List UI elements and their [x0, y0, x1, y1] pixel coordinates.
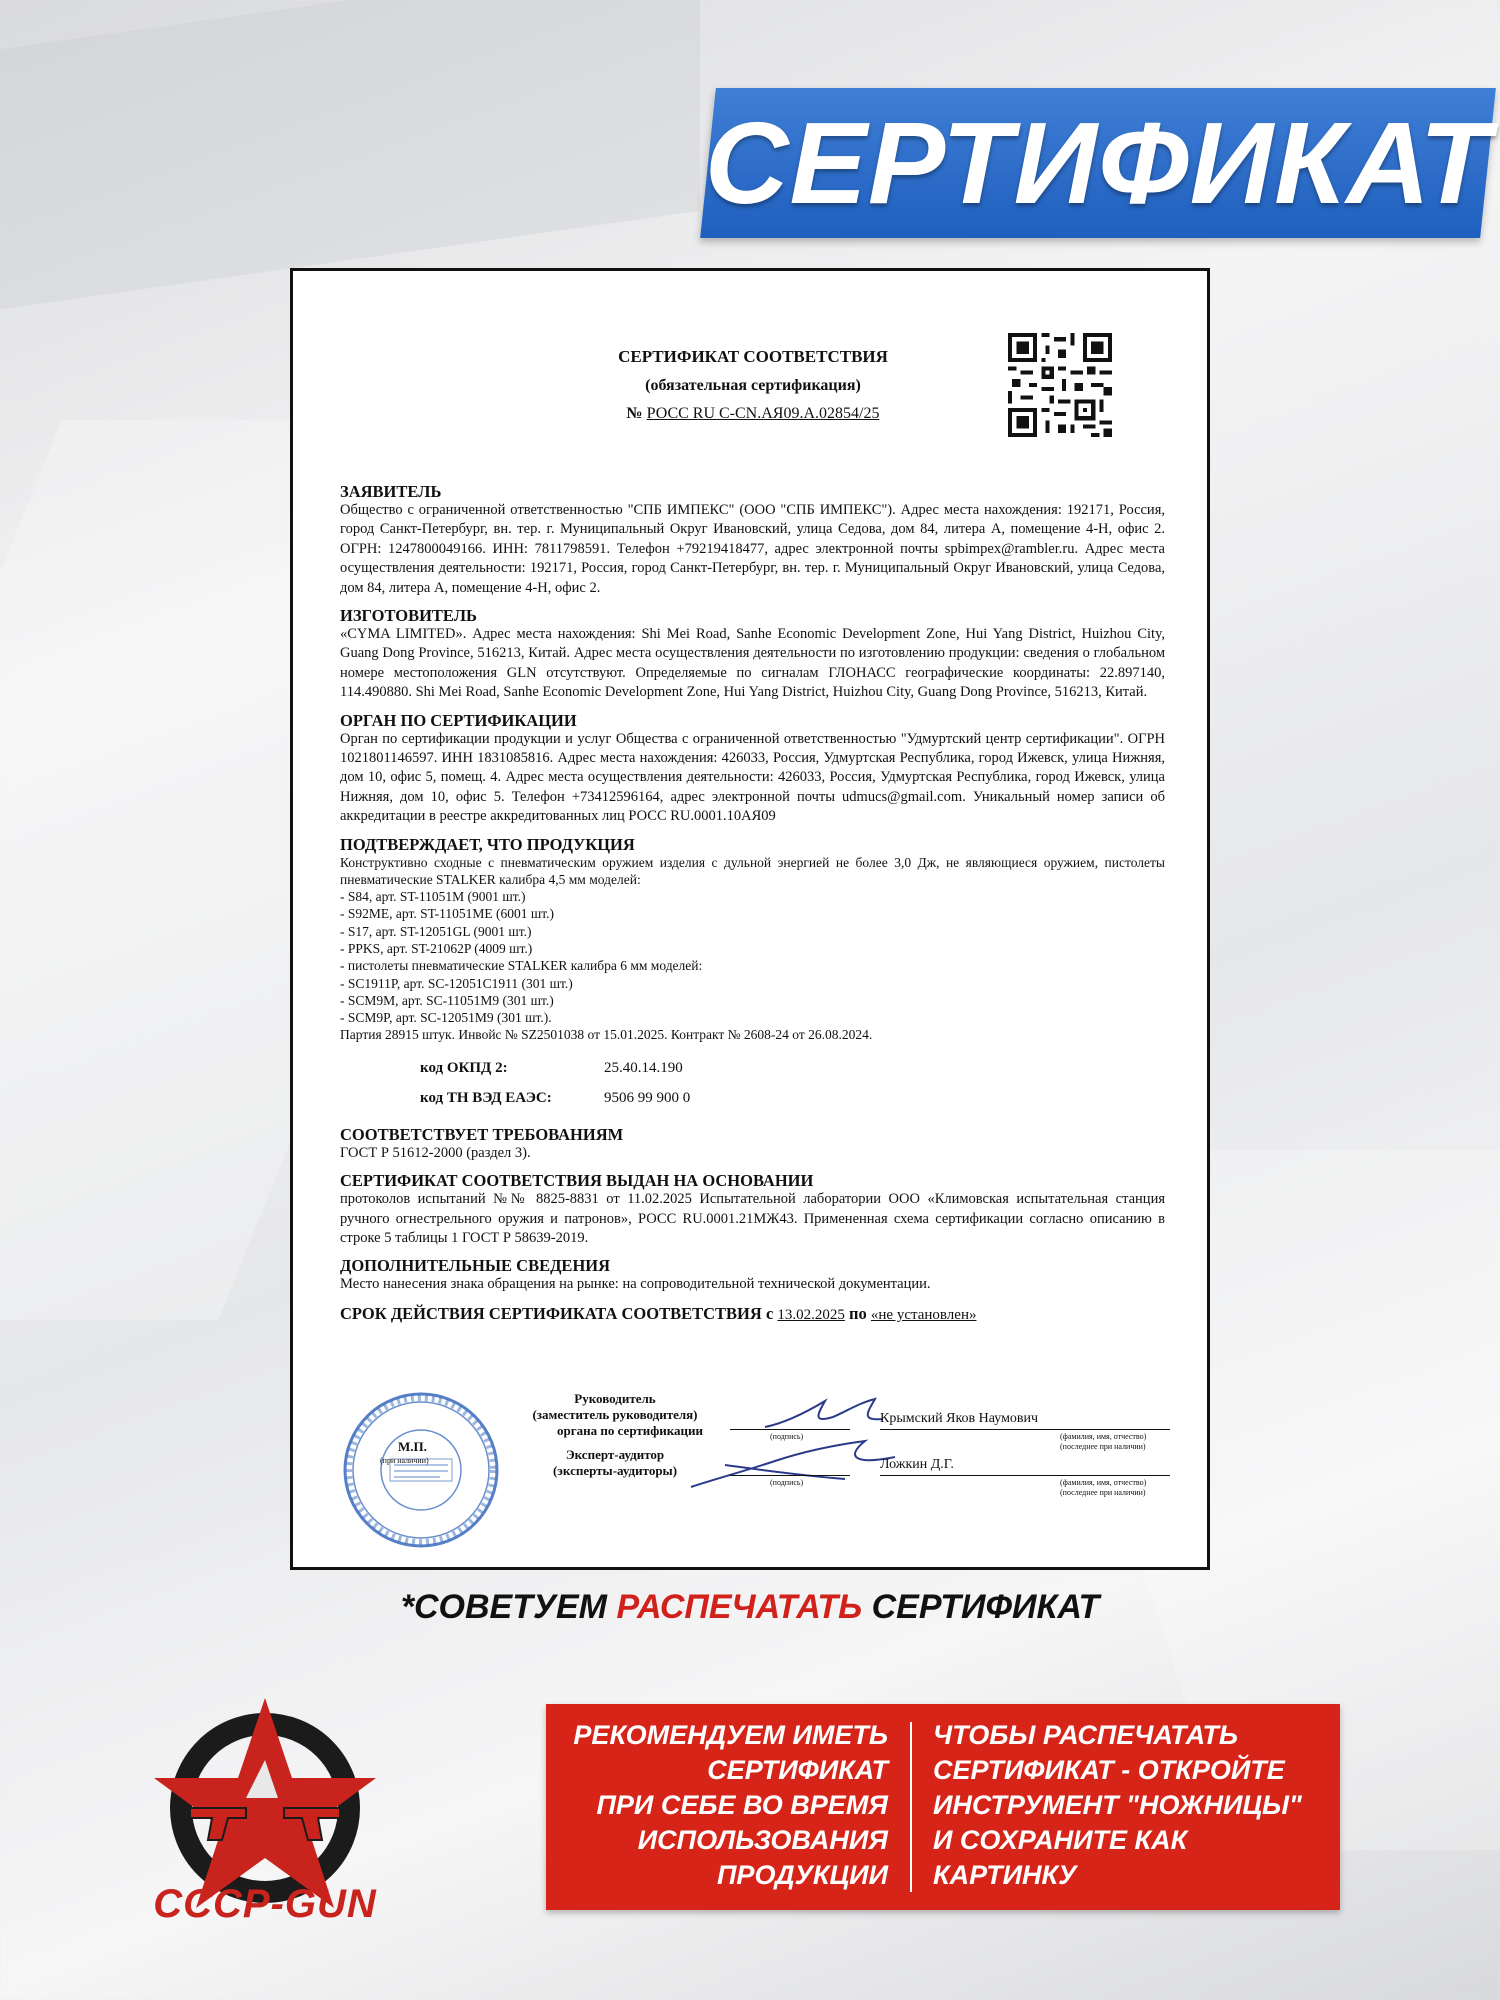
product-section [340, 836, 1165, 1044]
applicant-section [340, 483, 1165, 598]
panel-line: РЕКОМЕНДУЕМ ИМЕТЬ [573, 1720, 888, 1750]
panel-right-text [933, 1718, 1333, 1893]
okpd-row [420, 1054, 1165, 1084]
panel-line: СЕРТИФИКАТ [707, 1755, 888, 1785]
product-intro: Конструктивно сходные с пневматическим оружием изделия с дульной энергией не более 3,0 Дж, не являющиеся оружием, пистолеты пневматические STALKER калибра 4,5 мм моделей: [340, 854, 1165, 887]
expert-label-line: Эксперт-аудитор [565, 1447, 665, 1462]
expert-name: Ложкин Д.Г. [880, 1457, 954, 1472]
panel-line: ПРОДУКЦИИ [717, 1860, 888, 1890]
validity-line [340, 1304, 1165, 1324]
number-prefix: № [626, 405, 643, 422]
name-caption: (последнее при наличии) [1060, 1488, 1146, 1497]
panel-divider [910, 1722, 912, 1892]
product-line: - SCM9P, арт. SC-12051M9 (301 шт.). [340, 1010, 552, 1026]
panel-line: КАРТИНКУ [933, 1860, 1077, 1890]
signature-block [340, 1391, 1170, 1549]
additional-heading: ДОПОЛНИТЕЛЬНЫЕ СВЕДЕНИЯ [340, 1256, 611, 1276]
product-line: - SCM9M, арт. SC-11051M9 (301 шт.) [340, 992, 554, 1008]
basis-text: протоколов испытаний №№ 8825-8831 от 11.02.2025 Испытательной лаборатории ООО «Климовская испытательная станция ручного огнестрельного оружия и патронов», РОСС RU.0001.21МЖ43. Примененная схема сертификации согласно описанию в строке 5 таблицы 1 ГОСТ Р 58639-2019. [340, 1191, 1165, 1246]
applicant-heading: ЗАЯВИТЕЛЬ [340, 482, 442, 501]
validity-to-value: «не установлен» [870, 1306, 977, 1323]
certificate-document [290, 268, 1210, 1570]
head-name: Крымский Яков Наумович [880, 1411, 1039, 1426]
signature-line [730, 1475, 850, 1476]
qr-code-icon [1008, 333, 1112, 437]
certificate-title: СЕРТИФИКАТ СООТВЕТСТВИЯ [618, 347, 888, 366]
panel-line: СЕРТИФИКАТ - ОТКРОЙТЕ [933, 1755, 1285, 1785]
name-line [880, 1475, 1170, 1476]
product-line: - пистолеты пневматические STALKER калибра 6 мм моделей: [340, 958, 703, 974]
validity-from-date: 13.02.2025 [777, 1306, 845, 1323]
certification-body-heading: ОРГАН ПО СЕРТИФИКАЦИИ [340, 710, 577, 730]
panel-line: И СОХРАНИТЕ КАК [933, 1825, 1188, 1855]
requirements-text: ГОСТ Р 51612-2000 (раздел 3). [340, 1144, 531, 1161]
manufacturer-heading: ИЗГОТОВИТЕЛЬ [340, 606, 477, 626]
certification-body-section [340, 712, 1165, 827]
advice-prefix: *СОВЕТУЕМ [400, 1588, 617, 1626]
name-caption: (последнее при наличии) [1060, 1442, 1146, 1451]
product-line: - S84, арт. ST-11051M (9001 шт.) [340, 889, 526, 905]
requirements-section [340, 1126, 1165, 1163]
name-line [880, 1429, 1170, 1430]
stamp-place-note: (при наличии) [380, 1456, 429, 1465]
product-line: - PPKS, арт. ST-21062P (4009 шт.) [340, 940, 533, 956]
okpd-label: код ОКПД 2: [420, 1060, 508, 1077]
certificate-body [340, 483, 1165, 1324]
panel-line: ЧТОБЫ РАСПЕЧАТАТЬ [933, 1720, 1238, 1750]
head-signature-icon [755, 1393, 895, 1437]
tnved-label: код ТН ВЭД ЕАЭС: [420, 1090, 552, 1107]
panel-line: ИНСТРУМЕНТ "НОЖНИЦЫ" [933, 1790, 1302, 1820]
panel-left-text [546, 1718, 888, 1893]
product-line: - S92ME, арт. ST-11051ME (6001 шт.) [340, 906, 554, 922]
applicant-text: Общество с ограниченной ответственностью "СПБ ИМПЕКС" (ООО "СПБ ИМПЕКС"). Адрес места нахождения: 192171, Россия, город Санкт-Петербург, вн. тер. г. Муниципальный Округ Ивановский, улица Седова, дом 84, литера А, помещение 4-Н, офис 2. ОГРН: 1247800049166. ИНН: 7811798591. Телефон +79219418477, адрес электронной почты spbimpex@rambler.ru. Адрес места осуществления деятельности: 192171, Россия, город Санкт-Петербург, вн. тер. г. Муниципальный Округ Ивановский, улица Седова, дом 84, литера А, помещение 4-Н, офис 2. [340, 502, 1165, 596]
background-shape [0, 0, 700, 309]
head-label-line: (заместитель руководителя) [532, 1407, 698, 1422]
advice-highlight: РАСПЕЧАТАТЬ [616, 1588, 863, 1626]
logo-text: CCCP-GUN [153, 1882, 377, 1926]
additional-text: Место нанесения знака обращения на рынке: на сопроводительной технической документации. [340, 1276, 931, 1293]
manufacturer-text: «CYMA LIMITED». Адрес места нахождения: Shi Mei Road, Sanhe Economic Development Zone, Hui Yang District, Huizhou City, Guang Dong Province, 516213, Китай. Адрес места осуществления деятельности по изготовлению продукции: сведения о глобальном номере местоположения GLN отсутствуют. Определяемые по сигналам ГЛОНАСС географические координаты: 22.897140, 114.490880. Shi Mei Road, Sanhe Economic Development Zone, Hui Yang District, Huizhou City, Guang Dong Province, 516213, Китай. [340, 626, 1165, 701]
head-label-line: Руководитель [574, 1391, 656, 1406]
panel-line: ИСПОЛЬЗОВАНИЯ [637, 1825, 888, 1855]
basis-section [340, 1172, 1165, 1248]
head-label-line: органа по сертификации [557, 1423, 703, 1438]
expert-label-line: (эксперты-аудиторы) [552, 1463, 678, 1478]
sign-caption: (подпись) [770, 1432, 804, 1441]
validity-heading: СРОК ДЕЙСТВИЯ СЕРТИФИКАТА СООТВЕТСТВИЯ [340, 1303, 762, 1323]
banner-title: СЕРТИФИКАТ [704, 98, 1492, 228]
product-line: - S17, арт. ST-12051GL (9001 шт.) [340, 923, 532, 939]
signature-line [730, 1429, 850, 1430]
tnved-value: 9506 99 900 0 [604, 1090, 691, 1107]
product-line: Партия 28915 штук. Инвойс № SZ2501038 от 15.01.2025. Контракт № 2608-24 от 26.08.2024. [340, 1027, 873, 1043]
basis-heading: СЕРТИФИКАТ СООТВЕТСТВИЯ ВЫДАН НА ОСНОВАНИИ [340, 1171, 814, 1191]
requirements-heading: СООТВЕТСТВУЕТ ТРЕБОВАНИЯМ [340, 1124, 624, 1144]
validity-from-prefix: с [765, 1303, 774, 1323]
advice-suffix: СЕРТИФИКАТ [862, 1588, 1100, 1626]
additional-section [340, 1257, 1165, 1294]
tnved-row [420, 1084, 1165, 1114]
certificate-subtitle: (обязательная сертификация) [645, 377, 861, 394]
official-stamp-icon [340, 1389, 502, 1551]
name-caption: (фамилия, имя, отчество) [1060, 1432, 1147, 1441]
panel-line: ПРИ СЕБЕ ВО ВРЕМЯ [596, 1790, 888, 1820]
certification-body-text: Орган по сертификации продукции и услуг Общества с ограниченной ответственностью "Удмуртский центр сертификации". ОГРН 1021801146597. ИНН 1831085816. Адрес места нахождения: 426033, Россия, Удмуртская Республика, город Ижевск, улица Нижняя, дом 10, офис 5, помещ. 4. Адрес места осуществления деятельности: 426033, Россия, Удмуртская Республика, город Ижевск, улица Нижняя, дом 10, офис 5. Телефон +73412596164, адрес электронной почты udmucs@gmail.com. Уникальный номер записи об аккредитации в реестре аккредитованных лиц РОСС RU.0001.10АЯ09 [340, 730, 1165, 825]
stamp-place-label: М.П. [398, 1439, 427, 1454]
name-caption: (фамилия, имя, отчество) [1060, 1478, 1147, 1487]
validity-to-prefix: по [849, 1303, 867, 1323]
okpd-value: 25.40.14.190 [604, 1060, 683, 1077]
sign-caption: (подпись) [770, 1478, 804, 1487]
product-codes [420, 1054, 1165, 1114]
info-panel [546, 1704, 1340, 1910]
print-advice [0, 1588, 1500, 1627]
head-signature-label [510, 1391, 720, 1439]
number-value: РОСС RU С-CN.АЯ09.А.02854/25 [646, 405, 880, 422]
manufacturer-section [340, 607, 1165, 703]
product-heading: ПОДТВЕРЖДАЕТ, ЧТО ПРОДУКЦИЯ [340, 834, 635, 854]
product-line: - SC1911P, арт. SC-12051C1911 (301 шт.) [340, 975, 573, 991]
